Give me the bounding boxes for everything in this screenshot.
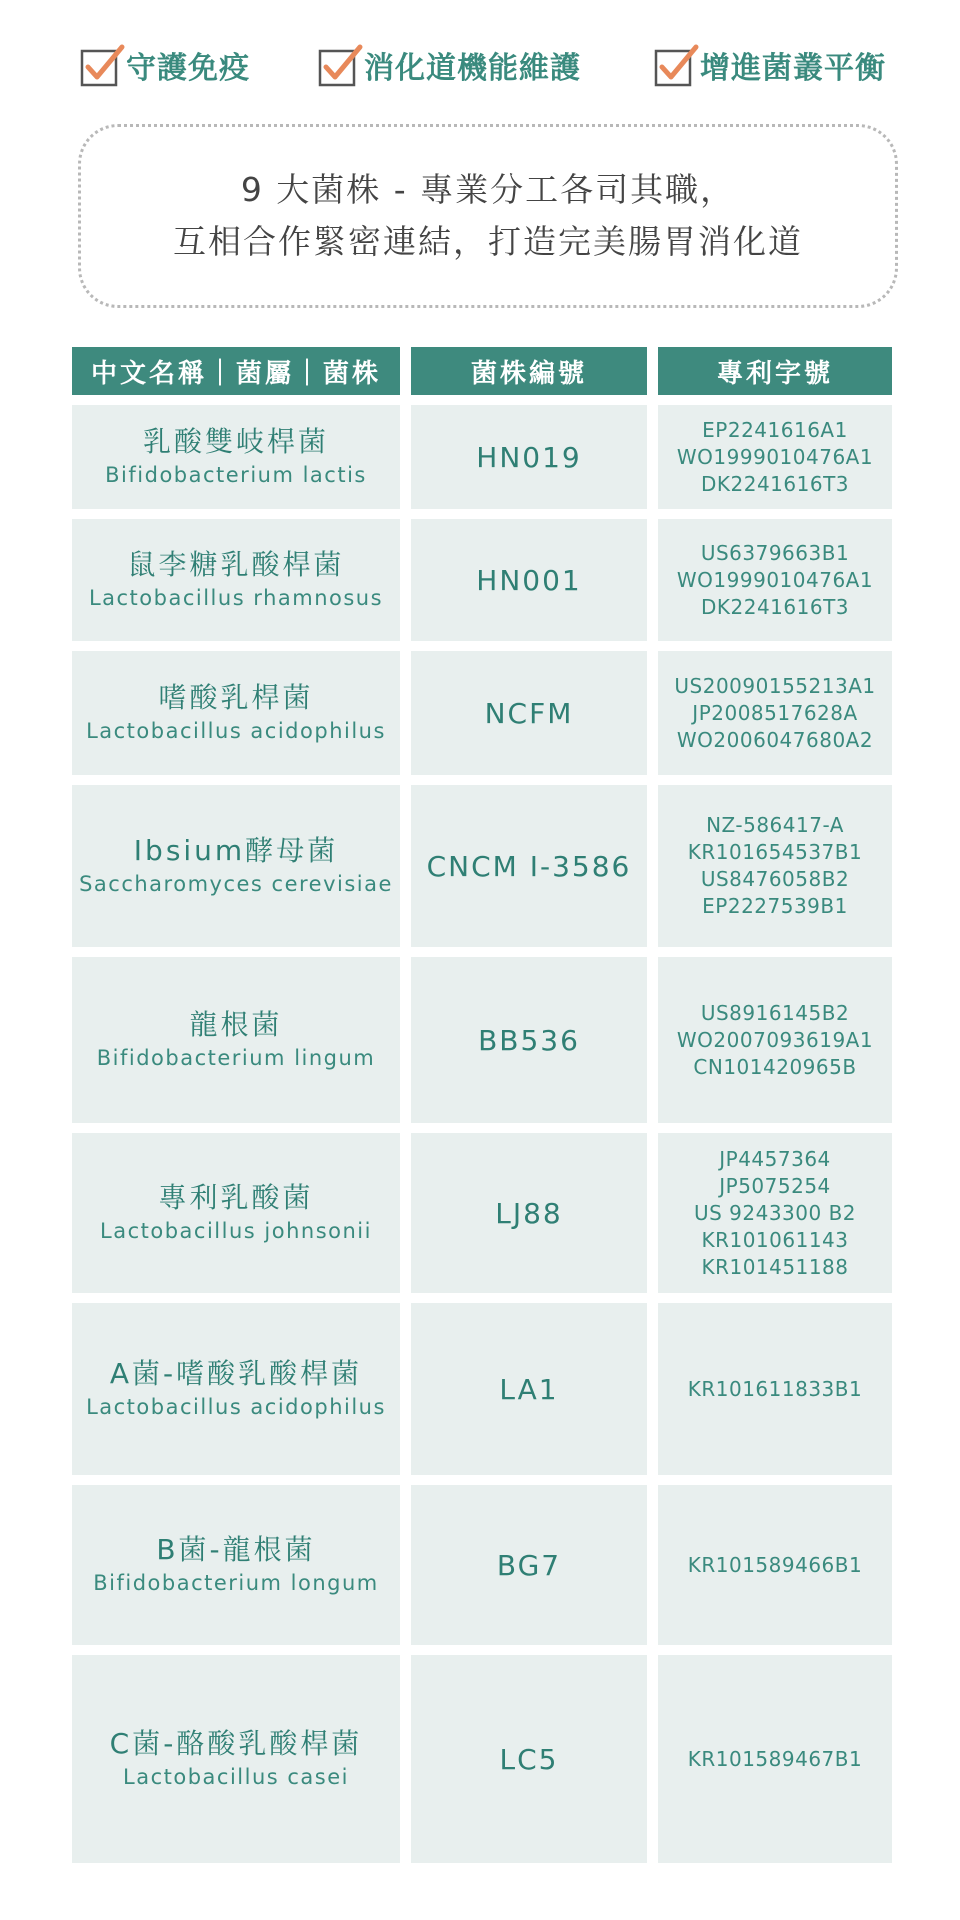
strain-name-zh: 嗜酸乳桿菌 bbox=[158, 681, 314, 714]
strain-name-en: Lactobacillus acidophilus bbox=[86, 1395, 386, 1419]
strain-code: BB536 bbox=[478, 1023, 580, 1057]
strain-code: HN019 bbox=[476, 440, 582, 474]
intro-line-1: 9 大菌株 - 專業分工各司其職， bbox=[240, 170, 736, 209]
patent-number: JP2008517628A bbox=[692, 700, 858, 725]
benefit-label: 消化道機能維護 bbox=[364, 51, 581, 86]
patent-number: KR101654537B1 bbox=[687, 840, 863, 864]
benefit-digestive bbox=[318, 40, 581, 90]
table-row bbox=[72, 957, 892, 1123]
strain-name-en: Lactobacillus rhamnosus bbox=[88, 586, 384, 610]
patent-number: DK2241616T3 bbox=[700, 594, 850, 619]
table-row bbox=[72, 1485, 892, 1645]
strain-name-en: Bifidobacterium lingum bbox=[96, 1046, 376, 1070]
patent-number: KR101589467B1 bbox=[687, 1746, 863, 1771]
header-code: 菌株編號 bbox=[411, 347, 647, 395]
strain-code: LA1 bbox=[499, 1372, 559, 1406]
strain-name-cell bbox=[72, 785, 400, 947]
patent-number: WO1999010476A1 bbox=[676, 567, 874, 592]
patent-number: CN101420965B bbox=[693, 1054, 857, 1079]
strain-name-zh: C菌-酪酸乳酸桿菌 bbox=[109, 1727, 363, 1760]
benefit-label: 增進菌叢平衡 bbox=[700, 51, 886, 86]
patent-number: US8476058B2 bbox=[700, 867, 850, 891]
patent-cell bbox=[658, 1133, 892, 1293]
strain-code-cell bbox=[411, 519, 647, 641]
patent-cell bbox=[658, 957, 892, 1123]
table-row bbox=[72, 1655, 892, 1863]
benefit-flora bbox=[654, 40, 886, 90]
patent-number: KR101451188 bbox=[701, 1254, 849, 1279]
table-row bbox=[72, 1133, 892, 1293]
strain-code-cell bbox=[411, 405, 647, 509]
table-row bbox=[72, 651, 892, 775]
header-name: 中文名稱｜菌屬｜菌株 bbox=[72, 347, 400, 395]
strain-name-en: Lactobacillus casei bbox=[123, 1765, 349, 1789]
strain-name-cell bbox=[72, 1133, 400, 1293]
patent-number: EP2227539B1 bbox=[702, 894, 848, 918]
strain-name-zh: Ibsium酵母菌 bbox=[133, 834, 339, 867]
strain-name-cell bbox=[72, 1303, 400, 1475]
strain-code-cell bbox=[411, 785, 647, 947]
patent-number: US8916145B2 bbox=[700, 1000, 850, 1025]
patent-number: KR101589466B1 bbox=[687, 1552, 863, 1577]
patent-number: JP5075254 bbox=[719, 1173, 831, 1198]
patent-number: JP4457364 bbox=[719, 1146, 831, 1171]
table-row bbox=[72, 785, 892, 947]
strain-code-cell bbox=[411, 957, 647, 1123]
strain-code: CNCM I-3586 bbox=[426, 849, 632, 883]
patent-number: KR101611833B1 bbox=[687, 1376, 863, 1401]
strain-name-zh: 專利乳酸菌 bbox=[158, 1181, 314, 1214]
patent-cell bbox=[658, 651, 892, 775]
strain-code-cell bbox=[411, 1303, 647, 1475]
strain-name-zh: 鼠李糖乳酸桿菌 bbox=[127, 548, 345, 581]
patent-number: EP2241616A1 bbox=[702, 417, 848, 442]
patent-cell bbox=[658, 1655, 892, 1863]
patent-cell bbox=[658, 519, 892, 641]
header-patent: 專利字號 bbox=[658, 347, 892, 395]
patent-cell bbox=[658, 405, 892, 509]
strain-name-zh: B菌-龍根菌 bbox=[156, 1533, 316, 1566]
strain-name-cell bbox=[72, 519, 400, 641]
strain-name-en: Lactobacillus johnsonii bbox=[100, 1219, 372, 1243]
strain-code-cell bbox=[411, 1655, 647, 1863]
benefit-immune bbox=[80, 40, 250, 90]
patent-cell bbox=[658, 1303, 892, 1475]
checkbox-checked-icon bbox=[80, 47, 116, 83]
patent-number: US6379663B1 bbox=[700, 540, 850, 565]
patent-number: KR101061143 bbox=[701, 1227, 849, 1252]
strain-name-cell bbox=[72, 957, 400, 1123]
benefits-bar bbox=[0, 40, 960, 90]
intro-line-2: 互相合作緊密連結，打造完美腸胃消化道 bbox=[173, 222, 803, 261]
patent-cell bbox=[658, 785, 892, 947]
strain-table bbox=[72, 347, 892, 1873]
strain-code-cell bbox=[411, 1485, 647, 1645]
patent-number: US20090155213A1 bbox=[674, 673, 876, 698]
patent-number: WO2006047680A2 bbox=[676, 727, 874, 752]
strain-name-cell bbox=[72, 1485, 400, 1645]
strain-name-zh: A菌-嗜酸乳酸桿菌 bbox=[109, 1357, 363, 1390]
strain-name-en: Bifidobacterium lactis bbox=[105, 463, 367, 487]
strain-name-zh: 龍根菌 bbox=[189, 1008, 283, 1041]
strain-name-cell bbox=[72, 651, 400, 775]
patent-number: WO1999010476A1 bbox=[676, 444, 874, 469]
table-row bbox=[72, 519, 892, 641]
strain-code: LC5 bbox=[499, 1742, 559, 1776]
strain-name-en: Lactobacillus acidophilus bbox=[86, 719, 386, 743]
patent-number: US 9243300 B2 bbox=[693, 1200, 857, 1225]
intro-box bbox=[78, 124, 898, 308]
strain-code: BG7 bbox=[496, 1548, 562, 1582]
strain-code: HN001 bbox=[476, 563, 582, 597]
strain-name-cell bbox=[72, 405, 400, 509]
strain-code-cell bbox=[411, 1133, 647, 1293]
strain-name-en: Bifidobacterium longum bbox=[93, 1571, 379, 1595]
table-row bbox=[72, 1303, 892, 1475]
strain-name-en: Saccharomyces cerevisiae bbox=[79, 872, 393, 896]
checkbox-checked-icon bbox=[654, 47, 690, 83]
benefit-label: 守護免疫 bbox=[126, 51, 250, 86]
strain-name-cell bbox=[72, 1655, 400, 1863]
strain-name-zh: 乳酸雙岐桿菌 bbox=[142, 425, 329, 458]
strain-code: LJ88 bbox=[495, 1196, 563, 1230]
table-row bbox=[72, 405, 892, 509]
patent-number: NZ-586417-A bbox=[706, 813, 844, 837]
patent-cell bbox=[658, 1485, 892, 1645]
patent-number: WO2007093619A1 bbox=[676, 1027, 874, 1052]
strain-code-cell bbox=[411, 651, 647, 775]
table-header bbox=[72, 347, 892, 395]
strain-code: NCFM bbox=[484, 696, 574, 730]
patent-number: DK2241616T3 bbox=[700, 471, 850, 496]
checkbox-checked-icon bbox=[318, 47, 354, 83]
